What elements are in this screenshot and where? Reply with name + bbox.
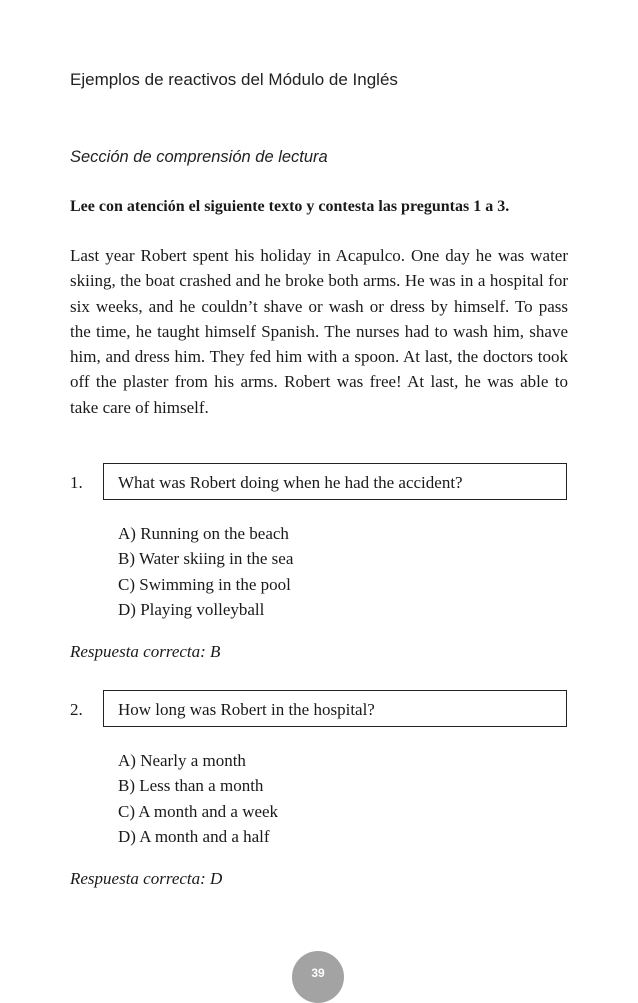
page-number-badge: [292, 951, 344, 1003]
question-2: [70, 690, 568, 730]
option-d: D) A month and a half: [118, 826, 270, 846]
answer-options-1: [118, 521, 293, 622]
section-title: Sección de comprensión de lectura: [70, 148, 328, 166]
question-box: [103, 690, 567, 727]
option-a: A) Nearly a month: [118, 751, 246, 770]
page-number: 39: [311, 966, 325, 980]
option-b: B) Less than a month: [118, 776, 264, 796]
correct-answer-1: Respuesta correcta: B: [70, 642, 221, 661]
option-c: C) A month and a week: [118, 801, 279, 821]
page-header-title: Ejemplos de reactivos del Módulo de Inglés: [70, 70, 398, 89]
question-number: 1.: [70, 473, 83, 492]
question-text: What was Robert doing when he had the accident?: [118, 473, 463, 492]
question-1: [70, 463, 568, 503]
question-text: How long was Robert in the hospital?: [118, 700, 375, 719]
reading-passage: Last year Robert spent his holiday in Acapulco. One day he was water skiing, the boat crashed and he broke both arms. He was in a hospital for six weeks, and he couldn’t shave or wash or dress by himself. To pass the time, he taught himself Spanish. The nurses had to wash him, shave him, and dress him. They fed him with a spoon. At last, the doctors took off the plaster from his arms. Robert was free! At last, he was able to take care of himself.: [70, 246, 568, 417]
option-c: C) Swimming in the pool: [118, 574, 291, 594]
reading-instruction: Lee con atención el siguiente texto y contesta las preguntas 1 a 3.: [70, 198, 510, 215]
option-a: A) Running on the beach: [118, 524, 289, 543]
option-b: B) Water skiing in the sea: [118, 549, 294, 569]
question-box: [103, 463, 567, 500]
correct-answer-2: Respuesta correcta: D: [70, 869, 223, 888]
question-number: 2.: [70, 700, 83, 719]
option-d: D) Playing volleyball: [118, 599, 265, 619]
answer-options-2: [118, 748, 278, 849]
